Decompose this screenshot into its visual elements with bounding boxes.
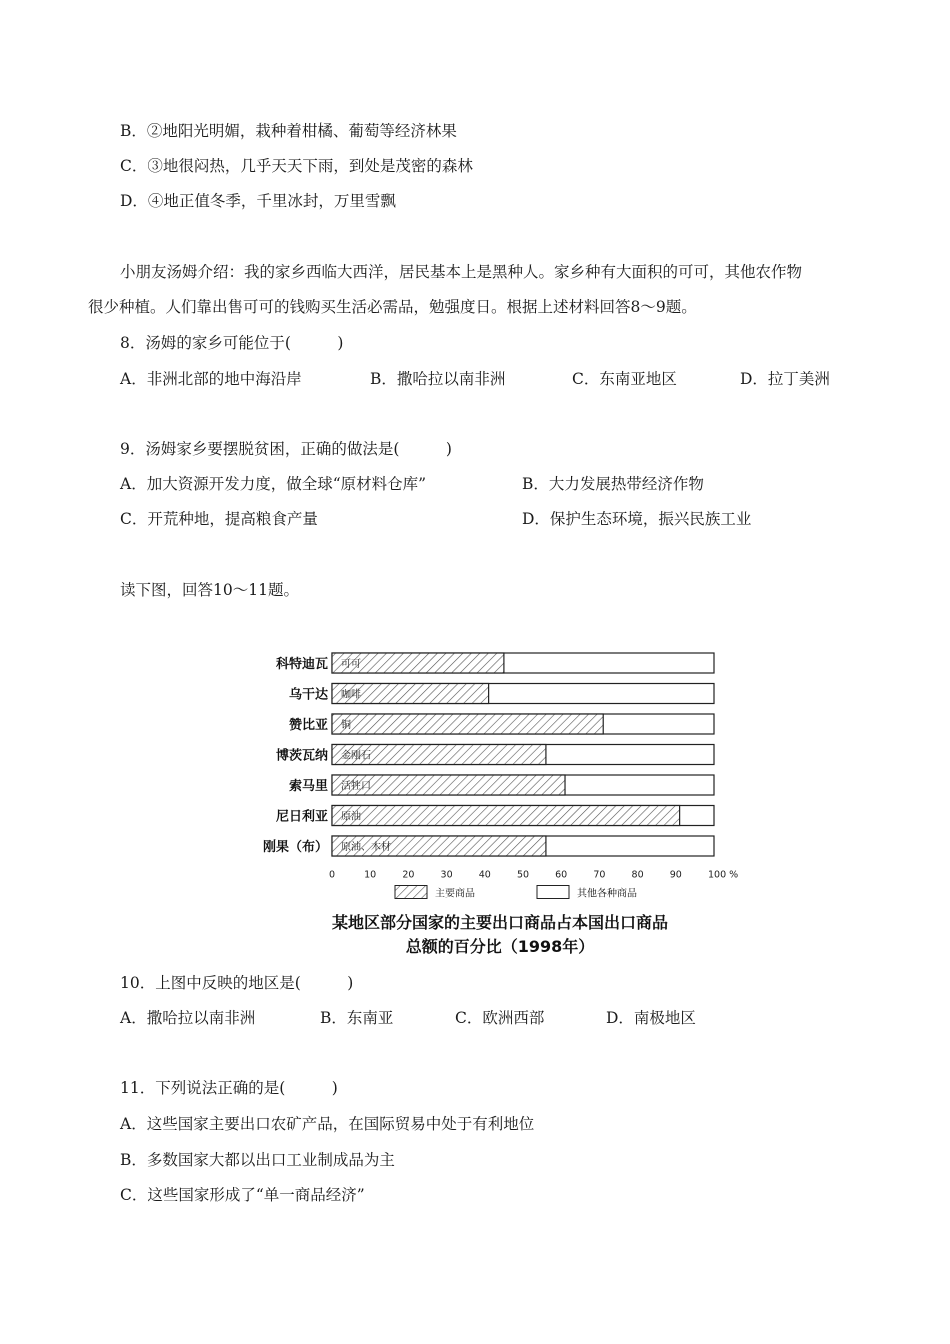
q8-stem: 8．汤姆的家乡可能位于( ) [120, 334, 344, 352]
x-tick-label: 0 [328, 869, 336, 881]
q7-option-d: D．④地正值冬季，千里冰封，万里雪飘 [120, 192, 396, 210]
bar-product-label: 金刚石 [341, 750, 371, 762]
x-tick-label: 90 [669, 869, 682, 881]
q9-option-c: C．开荒种地，提高粮食产量 [120, 510, 318, 528]
q8-option-b: B．撒哈拉以南非洲 [370, 370, 506, 388]
bar-product-label: 咖啡 [341, 689, 361, 701]
x-tick-label: 100 % [708, 869, 739, 881]
passage-line-1: 小朋友汤姆介绍：我的家乡西临大西洋，居民基本上是黑种人。家乡种有大面积的可可，其他农作物 [120, 263, 803, 281]
bar-main-2 [332, 714, 603, 734]
q10-option-b: B．东南亚 [320, 1009, 394, 1027]
q8-option-a: A．非洲北部的地中海沿岸 [120, 370, 302, 388]
q11-stem: 11．下列说法正确的是( ) [120, 1079, 338, 1097]
bar-product-label: 活牲口 [341, 781, 371, 792]
legend-label-main: 主要商品 [435, 888, 475, 900]
q10-option-d: D．南极地区 [606, 1009, 696, 1027]
x-tick-label: 50 [516, 869, 530, 881]
category-label: 赞比亚 [288, 718, 328, 733]
chart-title: 某地区部分国家的主要出口商品占本国出口商品 [331, 913, 669, 932]
q9-stem: 9．汤姆家乡要摆脱贫困，正确的做法是( ) [120, 440, 452, 458]
x-tick-label: 60 [555, 869, 568, 881]
x-tick-label: 20 [402, 869, 415, 881]
legend-swatch-other [537, 886, 569, 899]
category-label: 科特迪瓦 [275, 657, 328, 672]
q9-option-d: D．保护生态环境，振兴民族工业 [522, 510, 752, 528]
export-chart [255, 640, 755, 970]
legend-swatch-main [395, 886, 427, 899]
x-tick-label: 40 [478, 869, 491, 881]
q7-option-b: B．②地阳光明媚，栽种着柑橘、葡萄等经济林果 [120, 122, 457, 140]
q11-option-b: B．多数国家大都以出口工业制成品为主 [120, 1151, 395, 1169]
category-label: 刚果（布） [262, 840, 328, 855]
x-tick-label: 80 [631, 869, 644, 881]
legend-label-other: 其他各种商品 [577, 888, 637, 900]
bar-product-label: 原油 [341, 811, 361, 823]
q7-option-c: C．③地很闷热，几乎天天下雨，到处是茂密的森林 [120, 157, 473, 175]
bar-product-label: 铜 [341, 720, 351, 731]
q10-option-c: C．欧洲西部 [455, 1009, 545, 1027]
category-label: 博茨瓦纳 [275, 748, 328, 764]
q11-option-c: C．这些国家形成了“单一商品经济” [120, 1186, 365, 1204]
q8-option-d: D．拉丁美洲 [740, 370, 830, 388]
bar-main-5 [332, 806, 680, 826]
bar-product-label: 可可 [341, 659, 361, 670]
category-label: 乌干达 [288, 687, 328, 703]
x-tick-label: 10 [364, 869, 377, 881]
read-prompt: 读下图，回答10～11题。 [120, 581, 299, 599]
q10-stem: 10．上图中反映的地区是( ) [120, 974, 354, 992]
q9-option-a: A．加大资源开发力度，做全球“原材料仓库” [120, 475, 427, 493]
x-tick-label: 70 [593, 869, 606, 881]
export-chart-svg [255, 640, 755, 970]
q11-option-a: A．这些国家主要出口农矿产品，在国际贸易中处于有利地位 [120, 1115, 535, 1133]
chart-subtitle: 总额的百分比（1998年） [405, 937, 595, 956]
q8-option-c: C．东南亚地区 [572, 370, 677, 388]
x-tick-label: 30 [440, 869, 453, 881]
bar-product-label: 原油、木材 [341, 842, 391, 853]
passage-line-2: 很少种植。人们靠出售可可的钱购买生活必需品，勉强度日。根据上述材料回答8～9题。 [88, 298, 697, 316]
q9-option-b: B．大力发展热带经济作物 [522, 475, 704, 493]
category-label: 尼日利亚 [275, 809, 328, 825]
q10-option-a: A．撒哈拉以南非洲 [120, 1009, 256, 1027]
category-label: 索马里 [288, 779, 328, 794]
